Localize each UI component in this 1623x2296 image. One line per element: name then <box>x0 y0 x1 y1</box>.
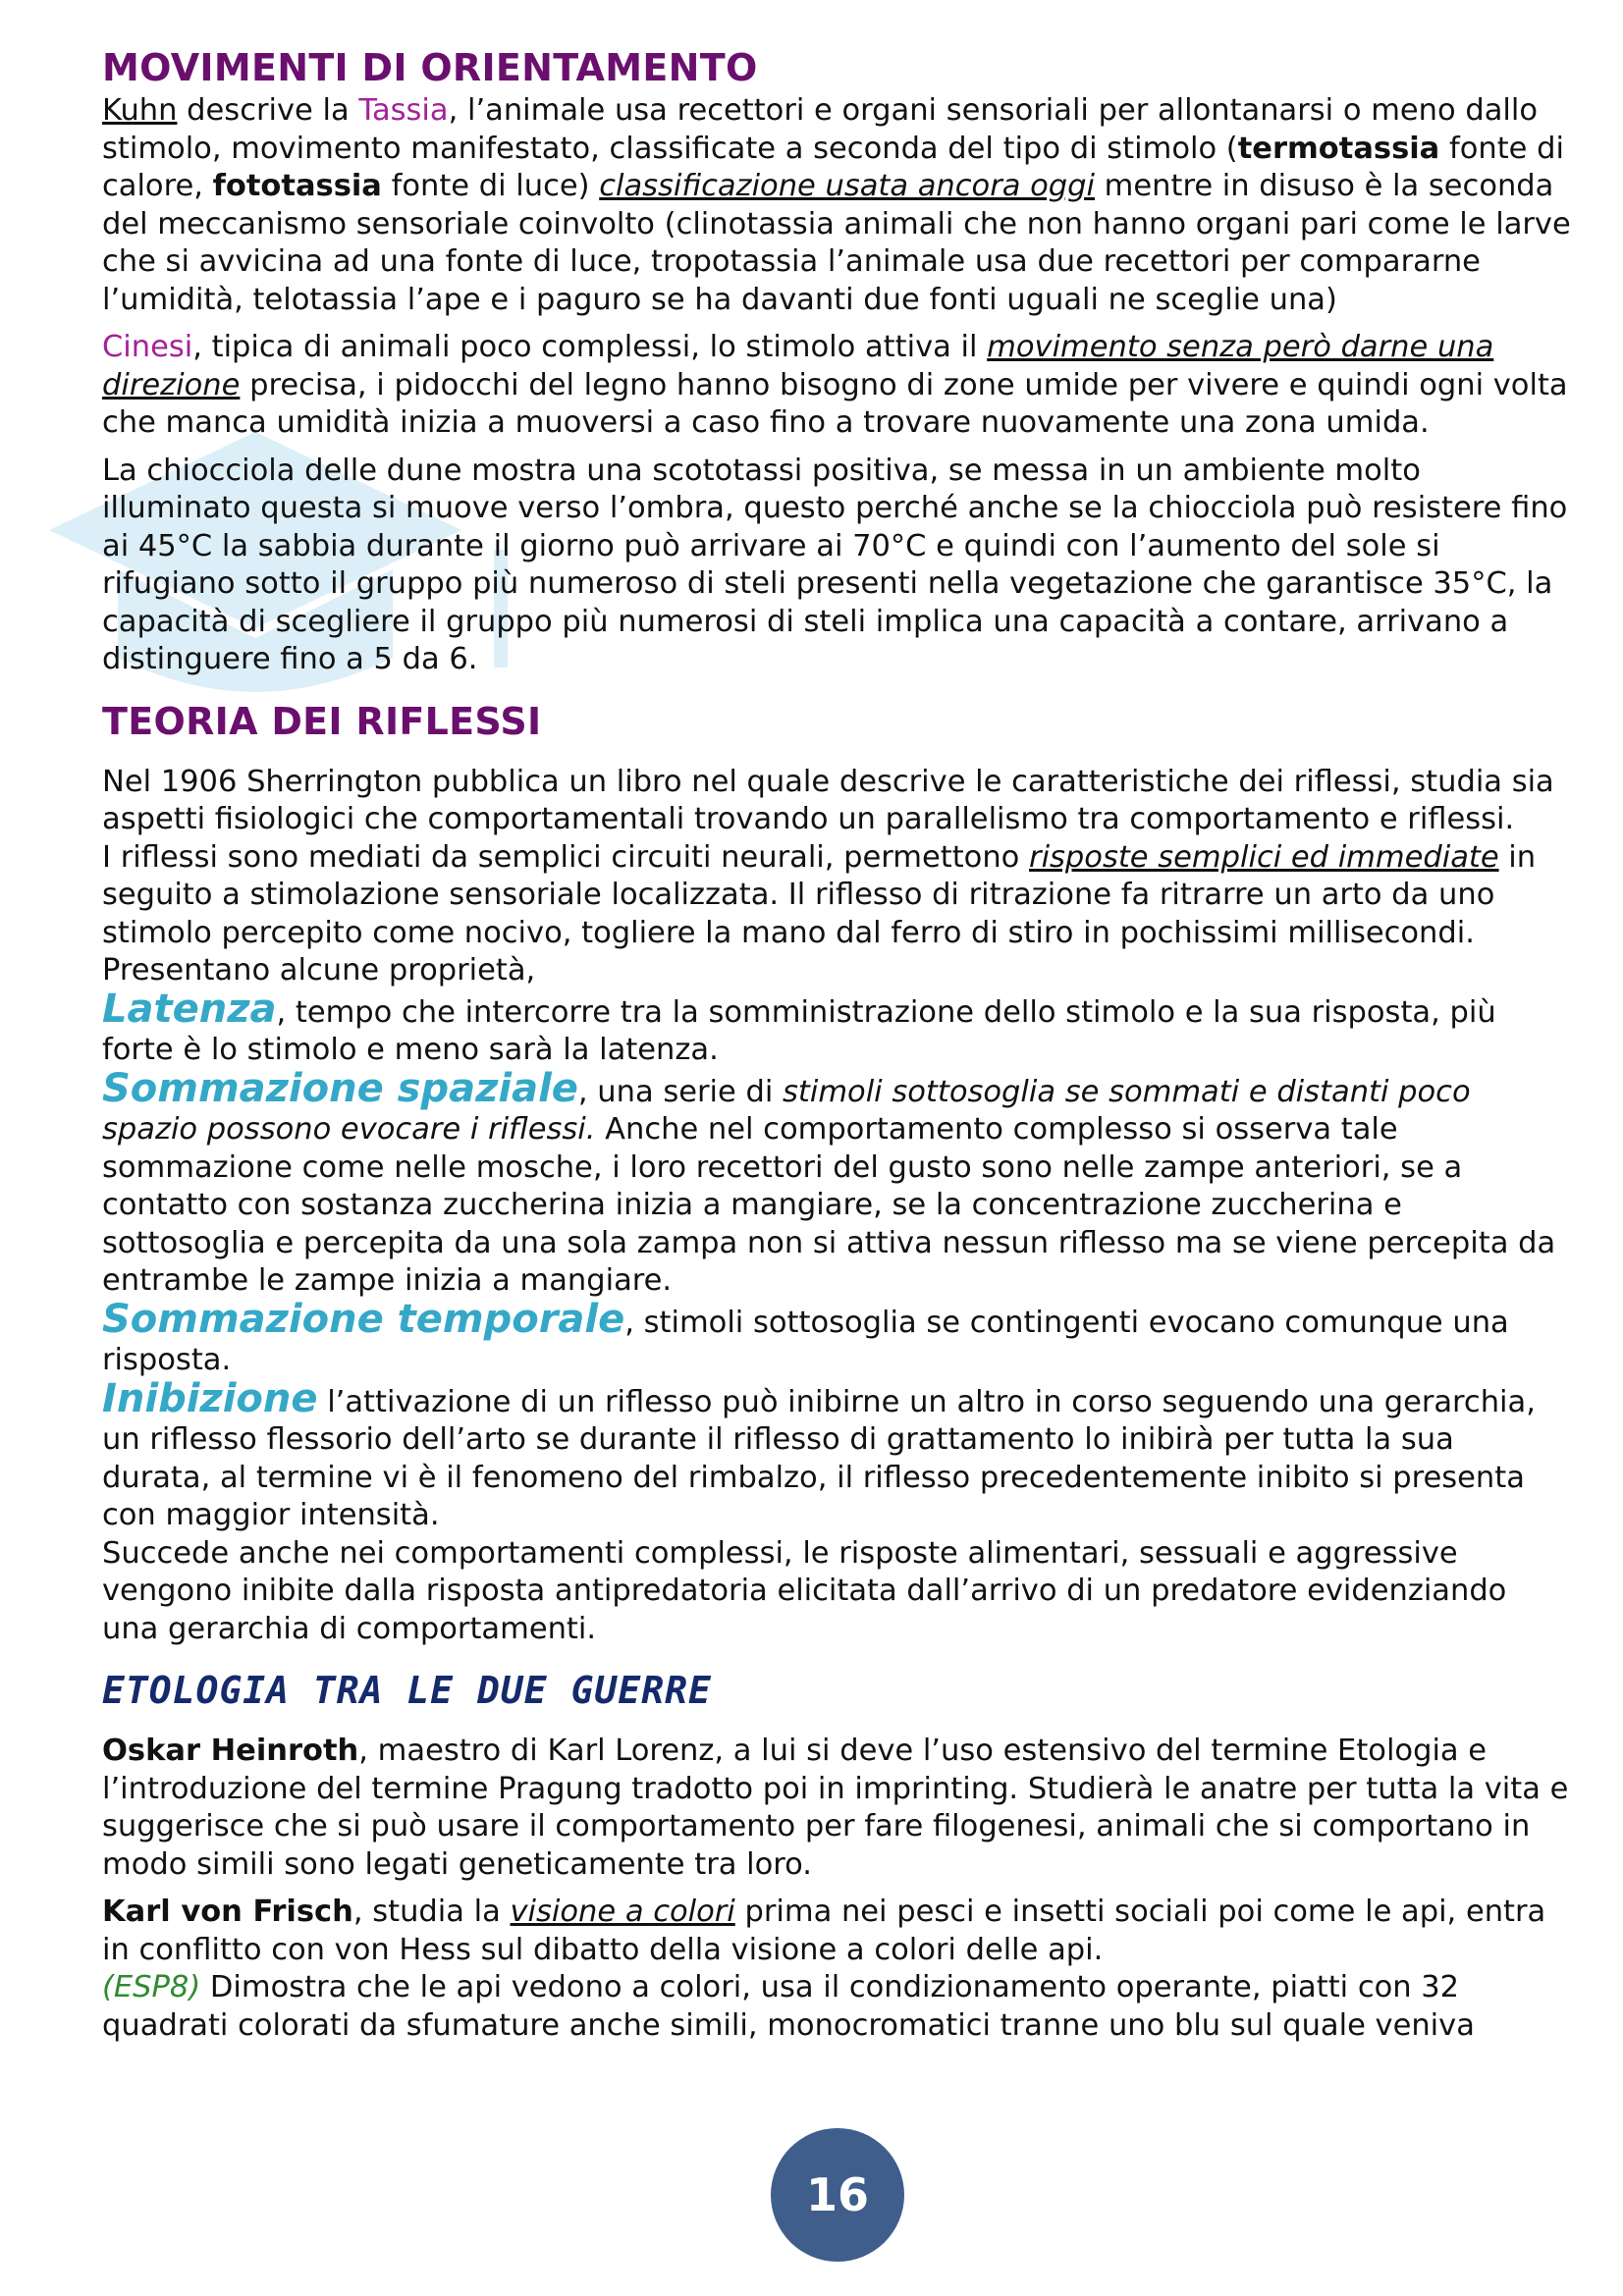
paragraph-sherrington: Nel 1906 Sherrington pubblica un libro nel quale descrive le caratteristiche dei riflessi, studia sia aspetti fisiologici che comportamentali trovando un parallelismo tra comportamento e riflessi. <box>102 764 1554 836</box>
section-title-etologia: ETOLOGIA TRA LE DUE GUERRE <box>102 1669 712 1712</box>
classification-emphasis: classificazione usata ancora oggi <box>599 169 1095 203</box>
name-heinroth: Oskar Heinroth <box>102 1734 359 1768</box>
paragraph-inibizione: Inibizione l’attivazione di un riflesso può inibirne un altro in corso seguendo una gerarchia, un riflesso flessorio dell’arto se durante il riflesso di grattamento lo inibirà per tutta la sua durata, al termine vi è il fenomeno del rimbalzo, il riflesso precedentemente inibito si presenta con maggior intensità. <box>102 1375 1536 1532</box>
name-frisch: Karl von Frisch <box>102 1895 353 1929</box>
term-fototassia: fototassia <box>212 169 382 203</box>
responses-emphasis: risposte semplici ed immediate <box>1029 839 1499 875</box>
paragraph-sommazione-temporale: Sommazione temporale, stimoli sottosoglia se contingenti evocano comunque una risposta. <box>102 1296 1509 1377</box>
paragraph-frisch: Karl von Frisch, studia la visione a colori prima nei pesci e insetti sociali poi come le api, entra in conflitto con von Hess sul dibatto della visione a colori delle api. <box>102 1895 1546 1967</box>
term-sommazione-temporale: Sommazione temporale <box>102 1296 625 1342</box>
esp-tag: (ESP8) <box>102 1970 201 2004</box>
term-cinesi: Cinesi <box>102 330 193 364</box>
paragraph-proprieta: Presentano alcune proprietà, <box>102 953 536 988</box>
term-termotassia: termotassia <box>1237 131 1440 166</box>
kuhn-link: Kuhn <box>102 93 178 128</box>
section-title-movimenti: MOVIMENTI DI ORIENTAMENTO <box>102 46 758 89</box>
section-title-riflessi: TEORIA DEI RIFLESSI <box>102 699 542 743</box>
paragraph-heinroth: Oskar Heinroth, maestro di Karl Lorenz, a lui si deve l’uso estensivo del termine Etologia e l’introduzione del termine Pragung tradotto poi in imprinting. Studierà le anatre per tutta la vita e suggerisce che si può usare il comportamento per fare filogenesi, animali che si comportano in modo simili sono legati geneticamente tra loro. <box>102 1734 1569 1882</box>
paragraph-sommazione-spaziale: Sommazione spaziale, una serie di stimoli sottosoglia se sommati e distanti poco spazio possono evocare i riflessi. Anche nel comportamento complesso si osserva tale sommazione come nelle mosche, i loro recettori del gusto sono nelle zampe anteriori, se a contatto con sostanza zuccherina inizia a mangiare, se la concentrazione zuccherina e sottosoglia e percepita da una sola zampa non si attiva nessun riflesso ma se viene percepita da entrambe le zampe inizia a mangiare. <box>102 1065 1556 1298</box>
term-sommazione-spaziale: Sommazione spaziale <box>102 1065 578 1111</box>
paragraph-gerarchia: Succede anche nei comportamenti complessi, le risposte alimentari, sessuali e aggressive vengono inibite dalla risposta antipredatoria elicitata dall’arrivo di un predatore evidenziando una gerarchia di comportamenti. <box>102 1535 1507 1646</box>
color-vision-emphasis: visione a colori <box>510 1895 735 1929</box>
document-page <box>102 43 1571 2045</box>
paragraph-esp8: (ESP8) Dimostra che le api vedono a colori, usa il condizionamento operante, piatti con 32 quadrati colorati da sfumature anche simili, monocromatici tranne uno blu sul quale veniva <box>102 1970 1475 2043</box>
paragraph-chiocciola: La chiocciola delle dune mostra una scototassi positiva, se messa in un ambiente molto illuminato questa si muove verso l’ombra, questo perché anche se la chiocciola può resistere fino ai 45°C la sabbia durante il giorno può arrivare ai 70°C e quindi con l’aumento del sole si rifugiano sotto il gruppo più numeroso di steli presenti nella vegetazione che garantisce 35°C, la capacità di scegliere il gruppo più numerosi di steli implica una capacità a contare, arrivano a distinguere fino a 5 da 6. <box>102 453 1568 676</box>
paragraph-latenza: Latenza, tempo che intercorre tra la somministrazione dello stimolo e la sua risposta, più forte è lo stimolo e meno sarà la latenza. <box>102 986 1496 1067</box>
movement-emphasis: movimento senza però darne una direzione <box>102 330 1494 402</box>
paragraph-riflessi: I riflessi sono mediati da semplici circuiti neurali, permettono risposte semplici ed immediate in seguito a stimolazione sensoriale localizzata. Il riflesso di ritrazione fa ritrarre un arto da uno stimolo percepito come nocivo, togliere la mano dal ferro di stiro in pochissimi millisecondi. <box>102 839 1537 950</box>
term-inibizione: Inibizione <box>102 1375 318 1421</box>
paragraph-tassia: Kuhn descrive la Tassia, l’animale usa recettori e organi sensoriali per allontanarsi o meno dallo stimolo, movimento manifestato, classificate a seconda del tipo di stimolo (termotassia fonte di calore, fototassia fonte di luce) classificazione usata ancora oggi mentre in disuso è la seconda del meccanismo sensoriale coinvolto (clinotassia animali che non hanno organi pari come le larve che si avvicina ad una fonte di luce, tropotassia l’animale usa due recettori per compararne l’umidità, telotassia l’ape e i paguro se ha davanti due fonti uguali ne sceglie una) <box>102 93 1571 317</box>
term-latenza: Latenza <box>102 986 277 1032</box>
term-tassia: Tassia <box>358 93 449 128</box>
page-number-badge: 16 <box>771 2128 904 2262</box>
paragraph-cinesi: Cinesi, tipica di animali poco complessi, lo stimolo attiva il movimento senza però darne una direzione precisa, i pidocchi del legno hanno bisogno di zone umide per vivere e quindi ogni volta che manca umidità inizia a muoversi a caso fino a trovare nuovamente una zona umida. <box>102 330 1568 440</box>
